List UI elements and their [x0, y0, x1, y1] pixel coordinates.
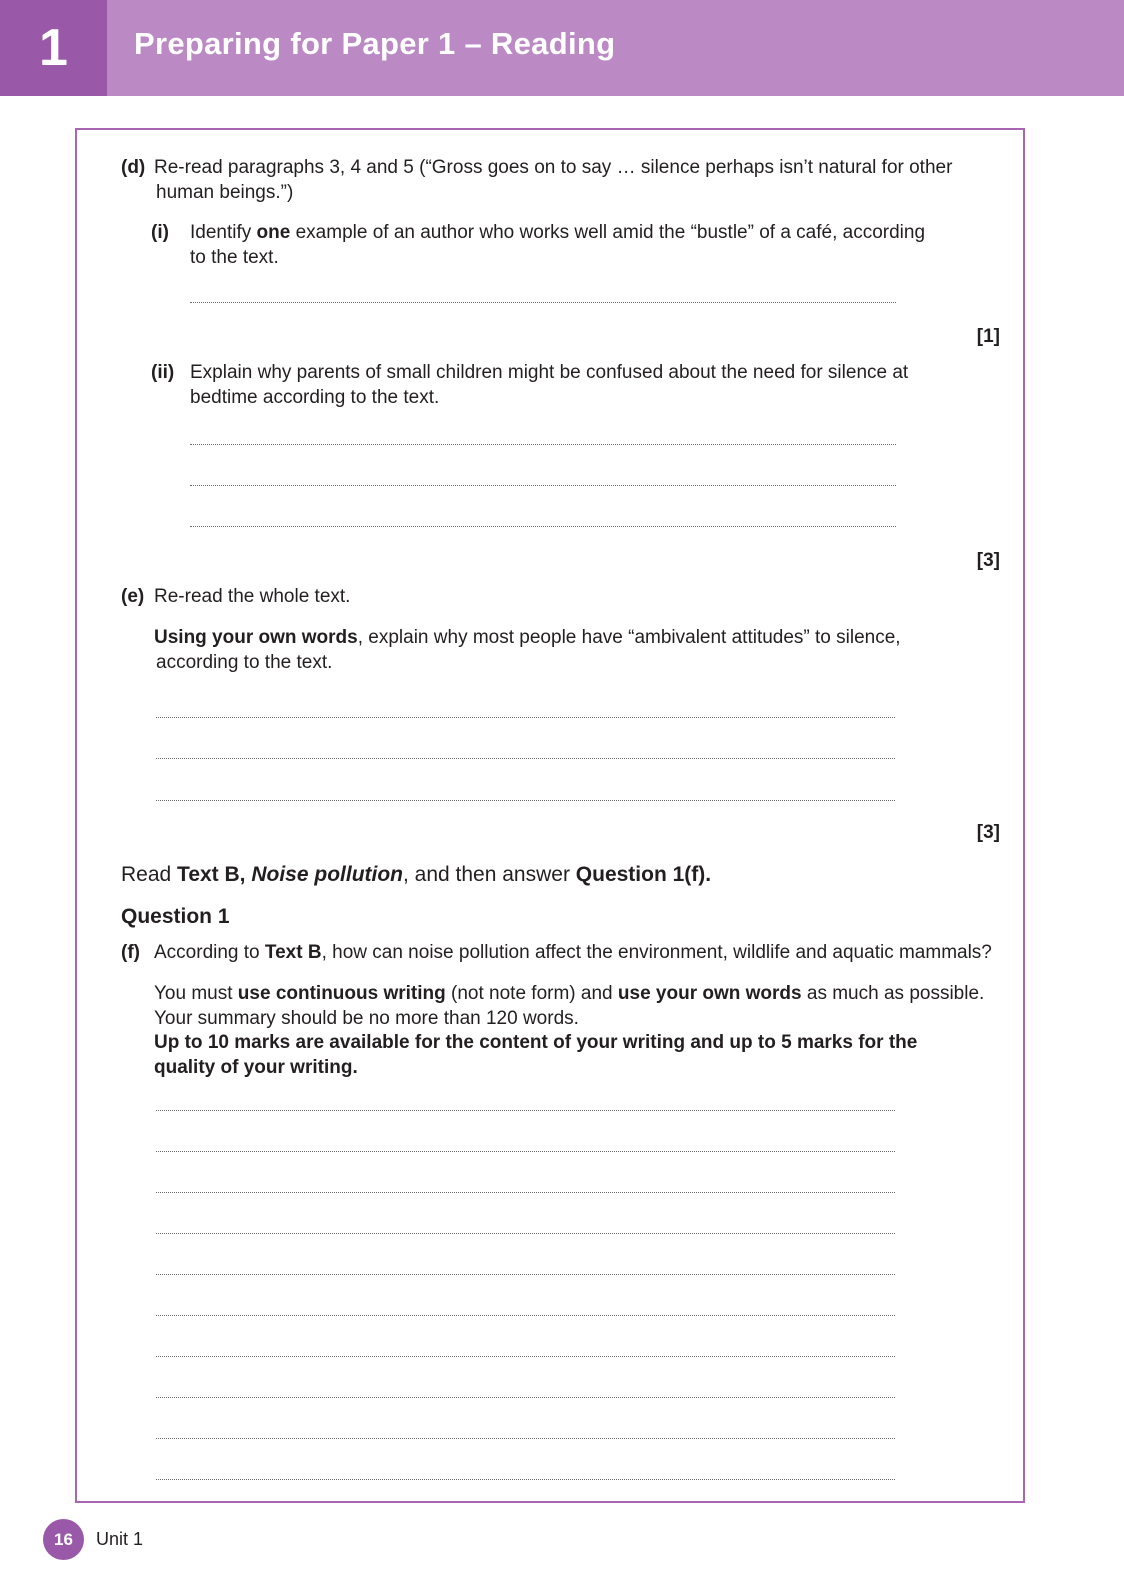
- marks-e: [3]: [976, 822, 1000, 843]
- answer-line[interactable]: [156, 1479, 895, 1480]
- question-d-label: (d): [121, 157, 146, 178]
- intro-text-b: Text B,: [177, 863, 252, 886]
- question-f-line1: [154, 941, 992, 965]
- answer-line[interactable]: [156, 1397, 895, 1398]
- answer-line[interactable]: [156, 1274, 895, 1275]
- text-b-intro: [121, 862, 711, 888]
- page-number: 16: [43, 1519, 84, 1560]
- marks-info-line1: Up to 10 marks are available for the content of your writing and up to 5 marks for the: [154, 1032, 918, 1053]
- answer-line[interactable]: [156, 1110, 895, 1111]
- answer-line[interactable]: [190, 526, 896, 527]
- answer-line[interactable]: [190, 485, 896, 486]
- question-d-i-line1: [190, 221, 925, 245]
- instructions-text-mid: (not note form) and: [445, 983, 618, 1004]
- answer-line[interactable]: [156, 1438, 895, 1439]
- question-d-ii-label: (ii): [151, 362, 175, 383]
- question-d-i-text: Identify: [190, 222, 257, 243]
- answer-line[interactable]: [156, 717, 895, 718]
- question-d-i-text-cont: example of an author who works well amid the “bustle” of a café, according: [290, 222, 926, 243]
- answer-line[interactable]: [190, 444, 896, 445]
- answer-line[interactable]: [156, 1192, 895, 1193]
- footer-unit-label: Unit 1: [96, 1529, 144, 1549]
- answer-line[interactable]: [156, 1233, 895, 1234]
- question-e-label: (e): [121, 586, 145, 607]
- question-f-text: According to: [154, 942, 265, 963]
- chapter-header: [0, 0, 1124, 96]
- instructions-emphasis-1: use continuous writing: [237, 983, 446, 1004]
- instructions-text: You must: [154, 983, 238, 1004]
- intro-text: Read: [121, 863, 178, 886]
- instructions-line1: [154, 982, 984, 1006]
- instructions-text-end: as much as possible.: [801, 983, 985, 1004]
- question-d-i-emphasis: one: [256, 222, 291, 243]
- question-f-emphasis: Text B: [264, 942, 322, 963]
- question-d-i-line2: to the text.: [190, 247, 279, 268]
- question-f-text-cont: , how can noise pollution affect the environment, wildlife and aquatic mammals?: [321, 942, 992, 963]
- question-d-line2: human beings.”): [156, 182, 294, 203]
- question-frame: [75, 128, 1025, 1503]
- question-d-line1: Re-read paragraphs 3, 4 and 5 (“Gross goes on to say … silence perhaps isn’t natural for other: [154, 157, 953, 178]
- answer-line[interactable]: [156, 758, 895, 759]
- marks-d-ii: [3]: [976, 550, 1000, 571]
- answer-line[interactable]: [156, 1356, 895, 1357]
- answer-line[interactable]: [156, 1315, 895, 1316]
- question-d-ii-line1: Explain why parents of small children might be confused about the need for silence at: [190, 362, 909, 383]
- question-e-line2: [154, 626, 901, 650]
- instructions-emphasis-2: use your own words: [617, 983, 802, 1004]
- answer-line[interactable]: [156, 1151, 895, 1152]
- question-e-emphasis: Using your own words: [154, 627, 358, 648]
- question-heading: Question 1: [121, 905, 230, 928]
- intro-question-ref: Question 1(f).: [575, 863, 712, 886]
- chapter-number: 1: [0, 0, 107, 96]
- intro-text-mid: , and then answer: [403, 863, 576, 886]
- question-e-line3: according to the text.: [156, 652, 333, 673]
- marks-d-i: [1]: [976, 326, 1000, 347]
- marks-info-line2: quality of your writing.: [154, 1057, 358, 1078]
- answer-line[interactable]: [156, 800, 895, 801]
- question-f-label: (f): [121, 942, 140, 963]
- question-e-text: , explain why most people have “ambivalent attitudes” to silence,: [357, 627, 901, 648]
- instructions-line2: Your summary should be no more than 120 words.: [154, 1008, 579, 1029]
- intro-text-title: Noise pollution: [251, 863, 403, 886]
- question-e-line1: Re-read the whole text.: [154, 586, 351, 607]
- chapter-title: Preparing for Paper 1 – Reading: [134, 26, 616, 61]
- answer-line[interactable]: [190, 302, 896, 303]
- question-d-i-label: (i): [151, 222, 169, 243]
- question-d-ii-line2: bedtime according to the text.: [190, 387, 440, 408]
